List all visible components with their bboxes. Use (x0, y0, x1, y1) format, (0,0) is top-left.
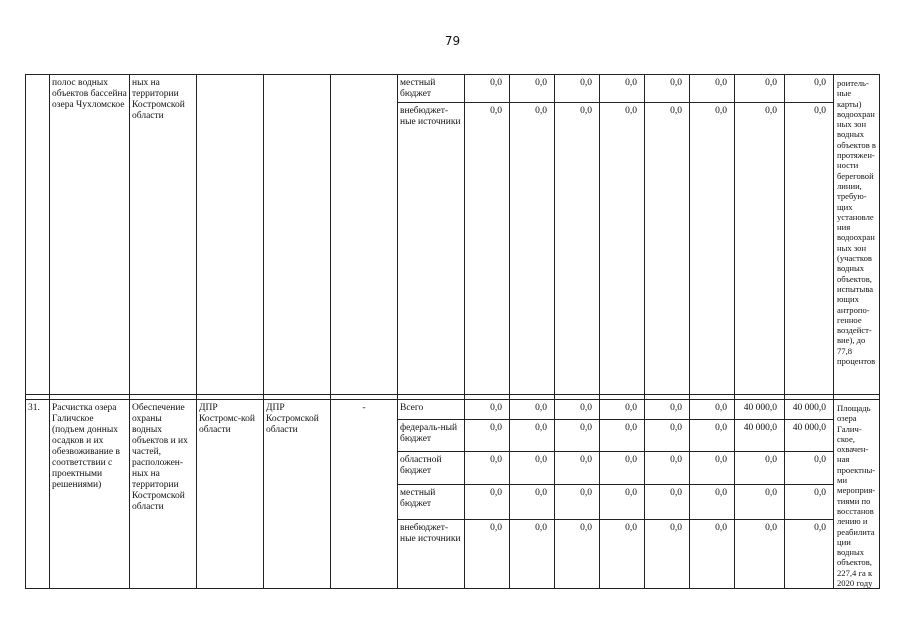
value-cell: 0,0 (735, 451, 785, 485)
value-cell: 0,0 (465, 75, 510, 103)
value-cell: 0,0 (785, 451, 834, 485)
value-cell: 0,0 (555, 103, 600, 395)
value-cell: 0,0 (555, 485, 600, 520)
extra-cell (331, 75, 398, 395)
value-cell: 0,0 (785, 75, 834, 103)
value-cell: 0,0 (510, 520, 555, 589)
source-cell: местный бюджет (398, 75, 465, 103)
table-row (26, 75, 880, 103)
source-cell: местный бюджет (398, 485, 465, 520)
value-cell: 0,0 (555, 520, 600, 589)
value-cell: 0,0 (690, 451, 735, 485)
indicator-note-cell: Площадь озера Галич-ское, охвачен-ная проектны-ми мероприя-тиями по восстанов лению и реабилита ции водных объектов, 227,4 га к 2020 году (834, 400, 880, 589)
value-cell: 0,0 (510, 400, 555, 420)
page-number: 79 (444, 34, 461, 48)
coexecutor-cell (264, 75, 331, 395)
value-cell: 0,0 (645, 485, 690, 520)
coexecutor-cell: ДПР Костромской области (264, 400, 331, 589)
value-cell: 0,0 (785, 520, 834, 589)
value-cell: 0,0 (690, 103, 735, 395)
value-cell: 0,0 (690, 485, 735, 520)
value-cell: 0,0 (785, 485, 834, 520)
value-cell: 0,0 (555, 400, 600, 420)
value-cell: 0,0 (510, 75, 555, 103)
indicator-note-cell: роитель-ные карты) водоохран ных зон водных объектов в протяжен-ности береговой линии, требую-щих установле ния водоохран ных зон (участков водных объектов, испытыва ющих антропо-генное воздейст-вие), до 77,8 процентов (834, 75, 880, 395)
value-cell: 0,0 (600, 103, 645, 395)
source-cell: федераль-ный бюджет (398, 420, 465, 452)
value-cell: 0,0 (465, 420, 510, 452)
value-cell: 0,0 (600, 451, 645, 485)
value-cell: 0,0 (465, 400, 510, 420)
value-cell: 0,0 (510, 451, 555, 485)
value-cell: 40 000,0 (785, 420, 834, 452)
responsible-cell: ДПР Костромс-кой области (197, 400, 264, 589)
value-cell: 0,0 (645, 103, 690, 395)
value-cell: 0,0 (645, 520, 690, 589)
value-cell: 0,0 (645, 75, 690, 103)
measure-name-cell: Расчистка озера Галичское (подъем донных осадков и их обезвоживание в соответствии с проектными решениями) (50, 400, 130, 589)
value-cell: 0,0 (645, 420, 690, 452)
value-cell: 0,0 (735, 485, 785, 520)
value-cell: 0,0 (555, 451, 600, 485)
dash-cell: - (331, 400, 398, 589)
value-cell: 0,0 (690, 520, 735, 589)
value-cell: 0,0 (645, 400, 690, 420)
source-cell: областной бюджет (398, 451, 465, 485)
value-cell: 0,0 (735, 75, 785, 103)
row-number-cell: 31. (26, 400, 50, 589)
value-cell: 0,0 (785, 103, 834, 395)
value-cell: 0,0 (465, 520, 510, 589)
value-cell: 0,0 (645, 451, 690, 485)
source-cell: Всего (398, 400, 465, 420)
value-cell: 0,0 (465, 103, 510, 395)
source-cell: внебюджет-ные источники (398, 103, 465, 395)
budget-table (25, 74, 880, 589)
value-cell: 0,0 (600, 420, 645, 452)
value-cell: 0,0 (510, 485, 555, 520)
value-cell: 40 000,0 (735, 400, 785, 420)
value-cell: 0,0 (465, 451, 510, 485)
value-cell: 0,0 (510, 103, 555, 395)
source-cell: внебюджет-ные источники (398, 520, 465, 589)
value-cell: 0,0 (600, 400, 645, 420)
goal-cell: ных на территории Костромской области (130, 75, 197, 395)
value-cell: 0,0 (735, 520, 785, 589)
value-cell: 40 000,0 (735, 420, 785, 452)
value-cell: 0,0 (690, 75, 735, 103)
value-cell: 0,0 (555, 420, 600, 452)
goal-cell: Обеспечение охраны водных объектов и их частей, расположен-ных на территории Костромской области (130, 400, 197, 589)
value-cell: 0,0 (690, 420, 735, 452)
value-cell: 0,0 (600, 485, 645, 520)
row-number-cell (26, 75, 50, 395)
value-cell: 0,0 (690, 400, 735, 420)
value-cell: 0,0 (465, 485, 510, 520)
table-row (26, 400, 880, 420)
value-cell: 0,0 (600, 75, 645, 103)
value-cell: 0,0 (510, 420, 555, 452)
value-cell: 0,0 (735, 103, 785, 395)
measure-name-cell: полос водных объектов бассейна озера Чухломское (50, 75, 130, 395)
value-cell: 40 000,0 (785, 400, 834, 420)
value-cell: 0,0 (600, 520, 645, 589)
value-cell: 0,0 (555, 75, 600, 103)
responsible-cell (197, 75, 264, 395)
